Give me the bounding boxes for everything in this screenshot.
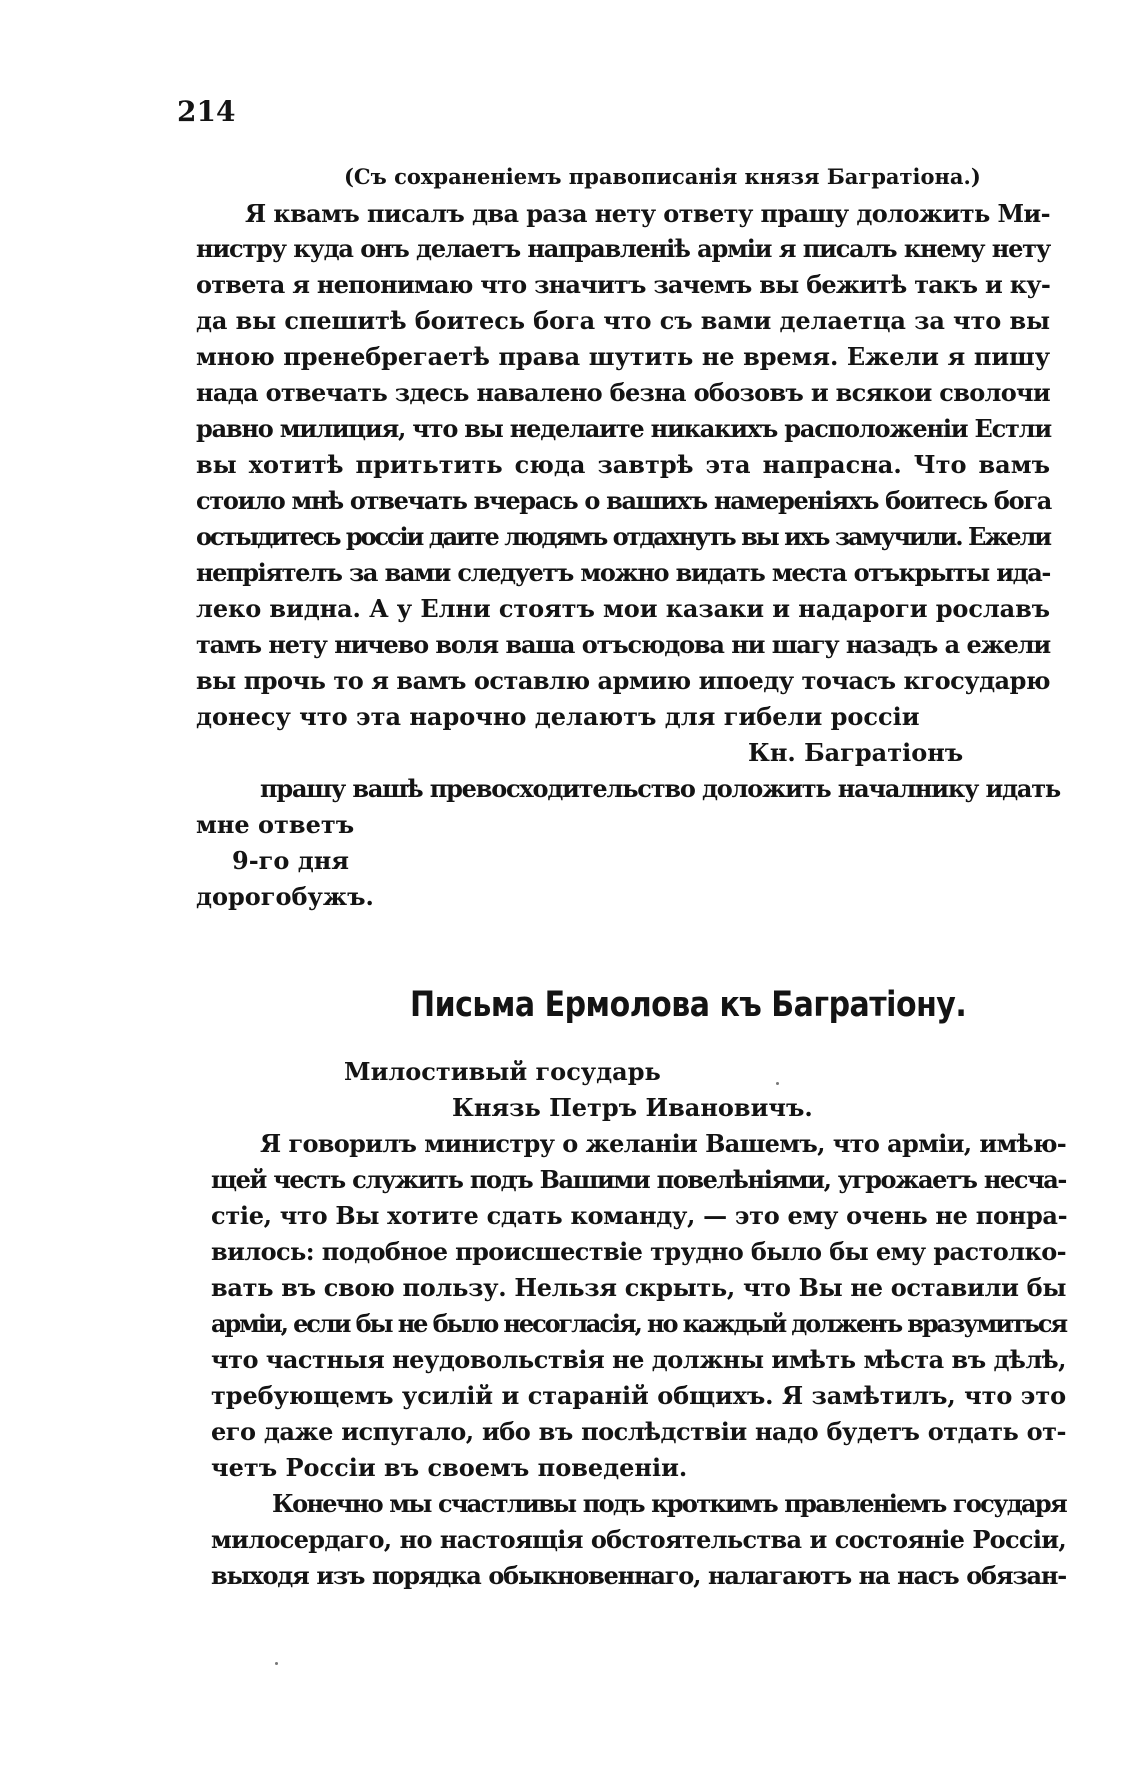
orthography-note: (Съ сохраненіемъ правописанія князя Багратіона.) <box>344 164 981 189</box>
letter-line: непріятелъ за вами следуетъ можно видать места отъкрыты ида- <box>196 558 1050 587</box>
letter-place: дорогобужъ. <box>196 882 374 911</box>
salutation: Милостивый государь <box>344 1057 661 1086</box>
letter-line: мною пренебрегаетѣ права шутить не время. Ежели я пишу <box>196 342 1050 371</box>
letter-line: вать въ свою пользу. Нельзя скрыть, что Вы не оставили бы <box>211 1273 1067 1302</box>
page-number: 214 <box>177 95 236 128</box>
letter-line: стіе, что Вы хотите сдать команду, — это ему очень не понра- <box>211 1201 1068 1230</box>
letter-line: выходя изъ порядка обыкновеннаго, налагаютъ на насъ обязан- <box>211 1561 1066 1590</box>
letter-line: остыдитесь россіи даите людямъ отдахнуть вы ихъ замучили. Ежели <box>196 522 1050 551</box>
salutation-name: Князь Петръ Ивановичъ. <box>452 1093 813 1122</box>
letter-line: Конечно мы счастливы подъ кроткимъ правленіемъ государя <box>272 1489 1066 1518</box>
letter-line: леко видна. А у Елни стоятъ мои казаки и надароги рославъ <box>196 594 1050 623</box>
letter-line: Я квамъ писалъ два раза нету ответу прашу доложить Ми- <box>245 199 1050 228</box>
letter-line: арміи, если бы не было несогласія, но каждый долженъ вразумиться <box>211 1309 1067 1338</box>
letter-line: четъ Россіи въ своемъ поведеніи. <box>211 1453 688 1482</box>
letter-line: равно милиция, что вы неделаите никакихъ расположеніи Естли <box>196 414 1051 443</box>
letter-line: что частныя неудовольствія не должны имѣть мѣста въ дѣлѣ, <box>211 1345 1067 1374</box>
letter-line: вилось: подобное происшествіе трудно было бы ему растолко- <box>211 1237 1066 1266</box>
print-speck <box>776 1082 779 1085</box>
letter-line: донесу что эта нарочно делаютъ для гибели россіи <box>196 702 920 731</box>
print-speck <box>275 1662 278 1665</box>
letter-line: щей честь служить подъ Вашими повелѣніями, угрожаетъ несча- <box>211 1165 1066 1194</box>
letter-line: ответа я непонимаю что значитъ зачемъ вы бежитѣ такъ и ку- <box>196 270 1050 299</box>
letter-date: 9-го дня <box>232 846 350 875</box>
signature: Кн. Багратіонъ <box>748 738 964 767</box>
letter-line: нистру куда онъ делаетъ направленіѣ арміи я писалъ кнему нету <box>196 234 1050 263</box>
letter-line: да вы спешитѣ боитесь бога что съ вами делаетца за что вы <box>196 306 1050 335</box>
letter-line: стоило мнѣ отвечать вчерась о вашихъ намереніяхъ боитесь бога <box>196 486 1052 515</box>
letter-line: его даже испугало, ибо въ послѣдствіи надо будетъ отдать от- <box>211 1417 1066 1446</box>
section-heading: Письма Ермолова къ Багратіону. <box>410 985 967 1026</box>
postscript-line: прашу вашѣ превосходительство доложить началнику идать <box>260 774 1060 803</box>
postscript-line: мне ответъ <box>196 810 355 839</box>
letter-line: требующемъ усилій и стараній общихъ. Я замѣтилъ, что это <box>211 1381 1066 1410</box>
letter-line: вы хотитѣ притьтить сюда завтрѣ эта напрасна. Что вамъ <box>196 450 1050 479</box>
letter-line: Я говорилъ министру о желаніи Вашемъ, что арміи, имѣю- <box>260 1129 1066 1158</box>
letter-line: милосердаго, но настоящія обстоятельства и состояніе Россіи, <box>211 1525 1066 1554</box>
letter-line: тамъ нету ничево воля ваша отъсюдова ни шагу назадъ а ежели <box>196 630 1050 659</box>
letter-line: вы прочь то я вамъ оставлю армию ипоеду точасъ кгосударю <box>196 666 1050 695</box>
letter-line: нада отвечать здесь навалено безна обозовъ и всякои сволочи <box>196 378 1050 407</box>
